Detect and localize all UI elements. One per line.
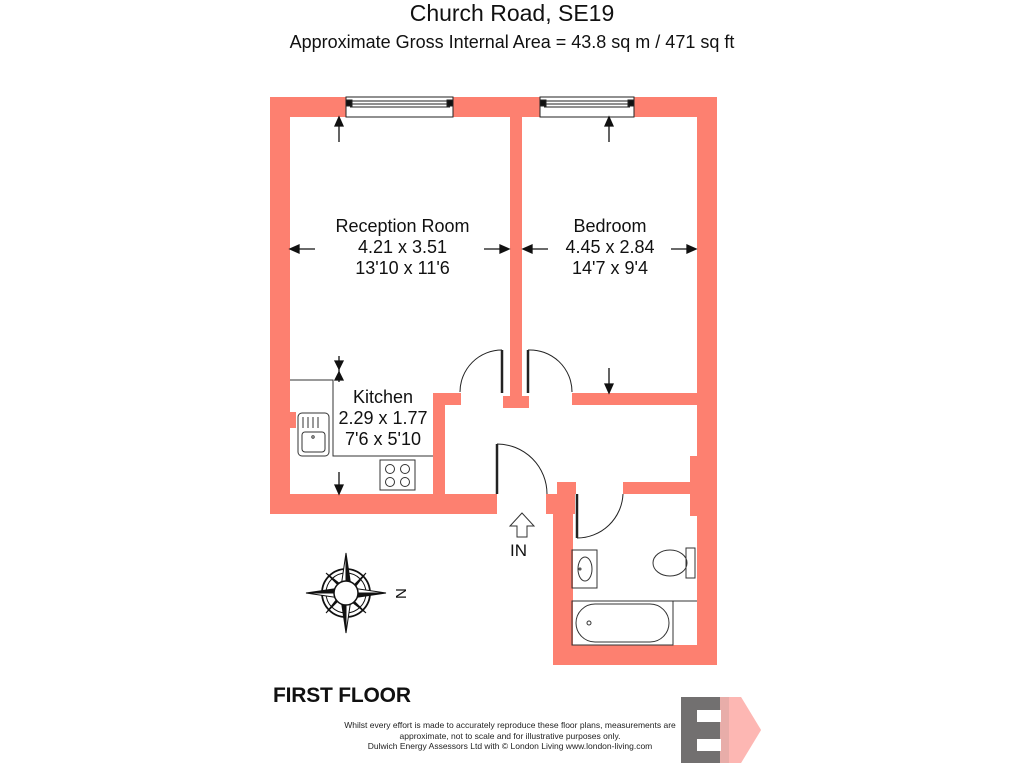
disclaimer (340, 720, 680, 752)
plan-title: Church Road, SE19 (409, 0, 615, 26)
walls (270, 97, 717, 665)
room-metric-size: 4.45 x 2.84 (565, 237, 655, 257)
entrance-arrow-icon (510, 513, 534, 537)
disclaimer-line-3: Dulwich Energy Assessors Ltd with © London Living www.london-living.com (367, 741, 653, 751)
room-name: Kitchen (352, 387, 414, 407)
entrance-label: IN (510, 541, 527, 560)
room-name: Reception Room (335, 216, 470, 236)
room-label-reception (320, 216, 485, 279)
floor-label: FIRST FLOOR (273, 684, 411, 707)
room-imperial-size: 7'6 x 5'10 (345, 429, 421, 449)
window-reception (346, 97, 453, 117)
company-logo (681, 697, 761, 763)
bathroom-fixtures (572, 548, 697, 645)
room-label-bedroom (540, 216, 680, 279)
compass-icon (306, 553, 386, 633)
room-name: Bedroom (573, 216, 647, 236)
gross-area-text: Approximate Gross Internal Area = 43.8 sq m / 471 sq ft (289, 32, 735, 52)
window-bedroom (540, 97, 634, 117)
room-metric-size: 4.21 x 3.51 (357, 237, 448, 257)
room-metric-size: 2.29 x 1.77 (338, 408, 428, 428)
disclaimer-line-2: approximate, not to scale and for illustrative purposes only. (399, 730, 621, 741)
room-imperial-size: 13'10 x 11'6 (355, 258, 450, 278)
north-label: N (391, 588, 409, 599)
room-label-kitchen (333, 387, 433, 450)
disclaimer-line-1: Whilst every effort is made to accurately reproduce these floor plans, measurements are (344, 720, 676, 730)
room-imperial-size: 14'7 x 9'4 (572, 258, 648, 278)
